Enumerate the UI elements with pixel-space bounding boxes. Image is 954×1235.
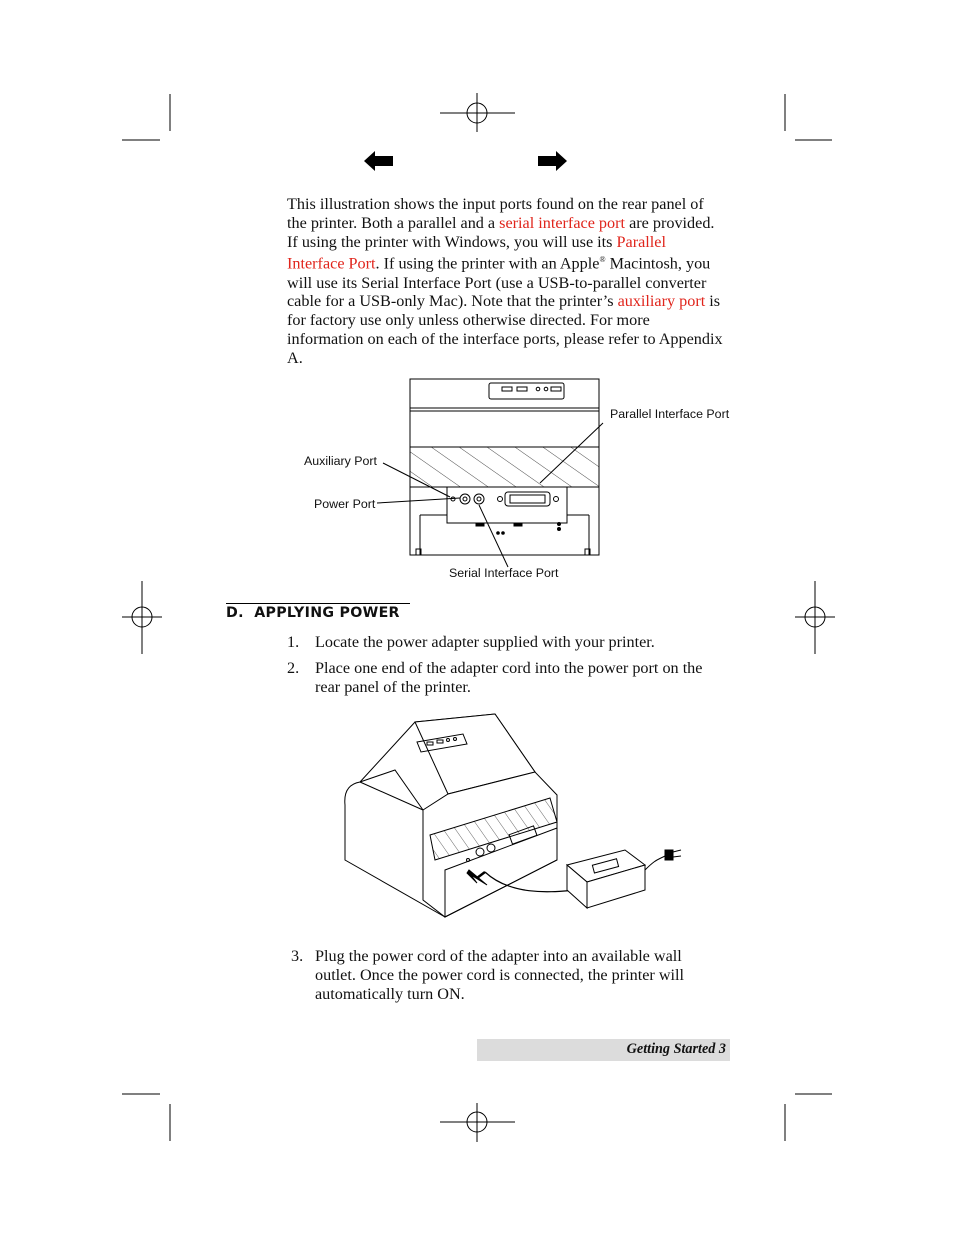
callout-parallel-interface-port: Parallel Interface Port <box>610 407 730 421</box>
intro-paragraph <box>287 195 727 368</box>
intro-text-3: . If using the printer with an Apple <box>375 254 600 273</box>
section-rule <box>226 603 410 604</box>
intro-text-1: This illustration shows the input ports found on the rear panel of the printer. Both a parallel and a <box>287 195 704 232</box>
step-number: 3. <box>291 947 304 965</box>
auxiliary-port-link[interactable]: auxiliary port <box>617 292 706 311</box>
footer-page-label: Getting Started 3 <box>626 1041 726 1057</box>
previous-page-arrow-icon[interactable] <box>364 150 394 172</box>
step-text: Plug the power cord of the adapter into an available wall outlet. Once the power cord is connected, the printer will automatically turn ON. <box>315 947 685 1003</box>
parallel-interface-port-link[interactable]: Parallel Interface Port <box>287 232 666 273</box>
section-title: D. APPLYING POWER <box>226 605 400 621</box>
serial-interface-port-link[interactable]: serial interface port <box>499 213 626 232</box>
step-text: Locate the power adapter supplied with your printer. <box>315 633 655 651</box>
step-number: 1. <box>287 633 300 651</box>
step-text: Place one end of the adapter cord into the power port on the rear panel of the printer. <box>315 659 703 696</box>
registered-mark: ® <box>599 255 606 265</box>
callout-serial-interface-port: Serial Interface Port <box>449 566 559 580</box>
intro-text-4: Macintosh, you will use its Serial Interface Port (use a USB-to-parallel converter cable for a USB-only Mac). Note that the printer’s <box>287 254 711 311</box>
intro-text-2: are provided. If using the printer with Windows, you will use its <box>287 213 715 251</box>
printer-power-adapter-illustration <box>335 710 695 925</box>
callout-power-port: Power Port <box>314 497 376 511</box>
step-number: 2. <box>287 659 300 677</box>
callout-auxiliary-port: Auxiliary Port <box>304 454 377 468</box>
next-page-arrow-icon[interactable] <box>538 150 568 172</box>
footer-bar <box>477 1039 730 1061</box>
intro-text-5: is for factory use only unless otherwise directed. For more information on each of the interface ports, please refer to Appendix A. <box>287 292 723 367</box>
